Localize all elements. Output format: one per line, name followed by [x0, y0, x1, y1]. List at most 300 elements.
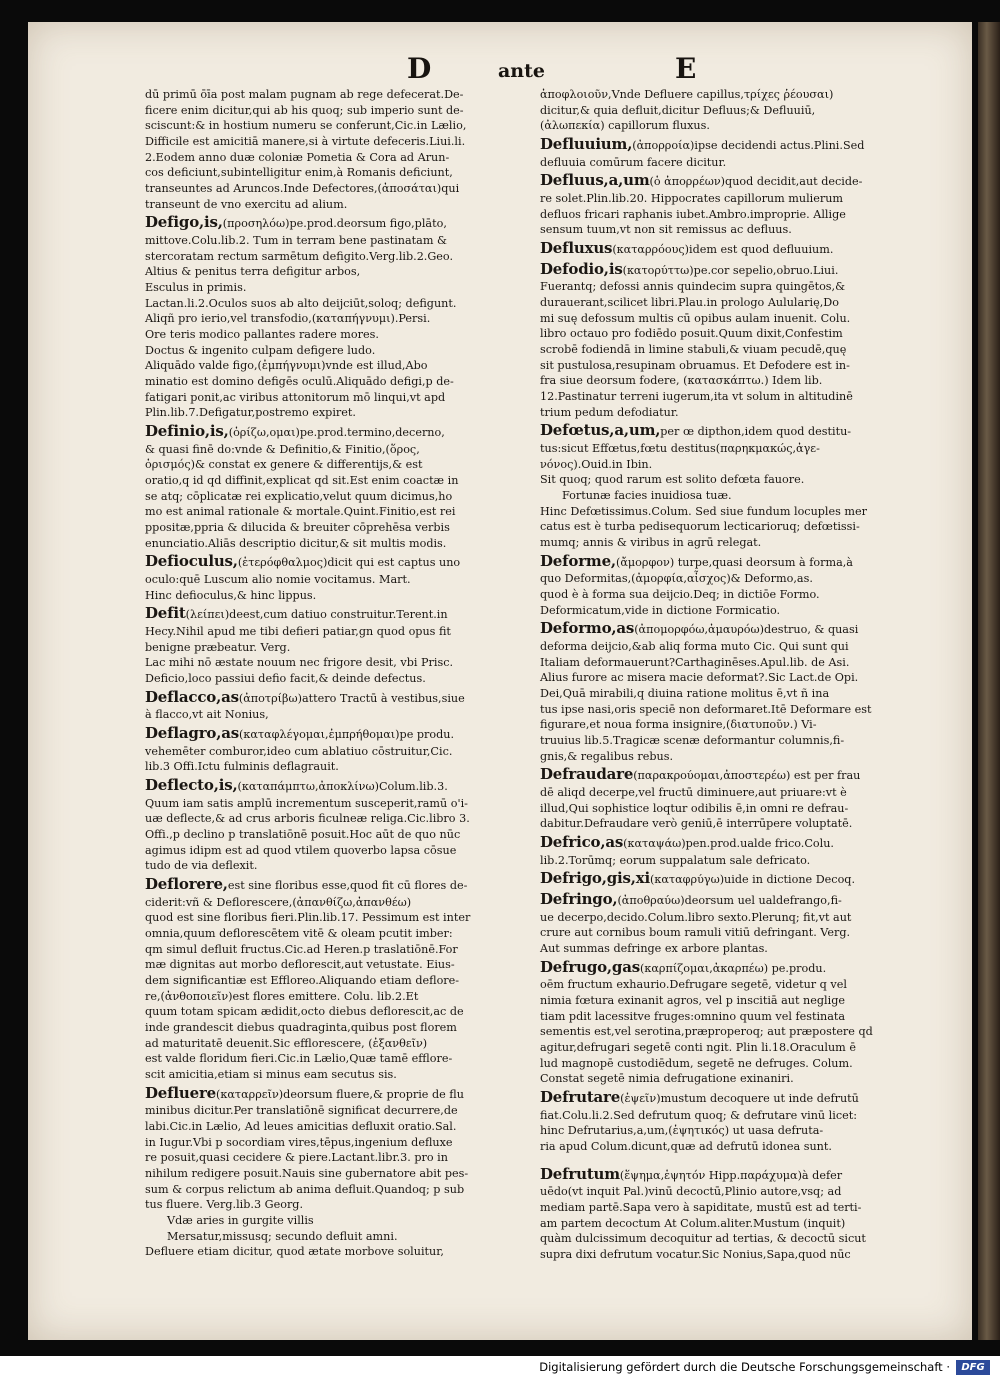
- text-line: [145, 104, 530, 119]
- text-line: [540, 718, 925, 733]
- entry-headword: Definio,is,: [145, 422, 229, 441]
- line-text: (λείπει)deest,cum datiuo construitur.Terent.in: [185, 608, 448, 622]
- line-text: mo est animal rationale & mortale.Quint.Finitio,est rei: [145, 505, 456, 519]
- text-line: [540, 817, 925, 832]
- line-text: (ἀποτρίβω)attero Tractū à vestibus,siue: [238, 691, 465, 705]
- header-right-letter: E: [675, 52, 697, 85]
- line-text: fatigari ponit,ac viribus attonitorum mō linqui,vt apd: [145, 390, 446, 404]
- line-text: oēm fructum exhaurio.Defrugare segetē, videtur q vel: [540, 978, 847, 992]
- text-line: [540, 312, 925, 327]
- right-text-column: [540, 88, 925, 1264]
- line-text: (καταψάω)pen.prod.ualde frico.Colu.: [623, 836, 834, 850]
- line-text: Mersatur,missusq; secundo defluit amni.: [167, 1229, 398, 1243]
- line-text: stercoratam rectum sarmētum defigito.Verg.lib.2.Geo.: [145, 249, 454, 263]
- text-line: [540, 942, 925, 957]
- line-text: supra dixi defrutum vocatur.Sic Nonius,Sapa,quod nūc: [540, 1247, 851, 1261]
- entry-headword: Defluxus: [540, 238, 613, 257]
- text-line: [145, 265, 530, 280]
- line-text: Fuerantq; defossi annis quindecim supra quingētos,&: [540, 280, 846, 294]
- line-text: Difficile est amicitiā manere,si à virtute defeceris.Liui.li.: [145, 135, 466, 149]
- line-text: Deficio,loco passiui defio facit,& deinde defectus.: [145, 672, 426, 686]
- text-line: [145, 1245, 530, 1260]
- text-line: [145, 974, 530, 989]
- text-line: [540, 911, 925, 926]
- text-line: [540, 656, 925, 671]
- text-line: [145, 990, 530, 1005]
- line-text: defluos fricari raphanis iubet.Ambro.improprie. Allige: [540, 207, 846, 221]
- line-text: durauerant,scilicet libri.Plau.in prologo Aulularię,Do: [540, 295, 839, 309]
- line-text: scit amicitia,etiam si minus eam secutus sis.: [145, 1068, 397, 1082]
- dictionary-entry-line: [540, 421, 925, 441]
- text-line: [540, 640, 925, 655]
- entry-headword: Defigo,is,: [145, 213, 223, 232]
- dictionary-entry-line: [145, 604, 530, 624]
- text-line: [540, 406, 925, 421]
- line-text: quod è à forma sua deijcio.Deq; in dictiōe Formo.: [540, 587, 820, 601]
- line-text: transeunt de vno exercitu ad alium.: [145, 197, 348, 211]
- text-line: [145, 708, 530, 723]
- text-line: [145, 182, 530, 197]
- line-text: re solet.Plin.lib.20. Hippocrates capillorum mulierum: [540, 191, 844, 205]
- header-catchword: ante: [498, 60, 545, 82]
- entry-headword: Defluus,a,um: [540, 171, 650, 190]
- line-text: Offi.,p declino p translatiōnē posuit.Hoc aūt de quo nūc: [145, 828, 461, 842]
- line-text: (ἕψημα,ἑψητόν Hipp.παράχυμα)à defer: [619, 1168, 843, 1182]
- text-line: [540, 442, 925, 457]
- line-text: am partem decoctum At Colum.aliter.Mustum (inquit): [540, 1216, 846, 1230]
- entry-headword: Deflagro,as: [145, 724, 240, 743]
- text-line: [540, 1185, 925, 1200]
- text-line: [540, 327, 925, 342]
- line-text: catus est è turba pedisequorum lecticarioruq; defœtissi-: [540, 520, 860, 534]
- line-text: tus:sicut Effœtus,fœtu destitus(παρηκμακώς,ἀγε-: [540, 441, 820, 455]
- line-text: ad maturitatē deuenit.Sic efflorescere, (ἐξανθεῖν): [145, 1036, 428, 1050]
- text-line: [145, 625, 530, 640]
- footer-bar: [0, 1356, 1000, 1380]
- dictionary-entry-line: [145, 552, 530, 572]
- text-line: [540, 1025, 925, 1040]
- dictionary-entry-line: [145, 776, 530, 796]
- text-line: [540, 703, 925, 718]
- text-line: [145, 234, 530, 249]
- text-line: [145, 474, 530, 489]
- line-text: (ἀπομορφόω,ἀμαυρόω)destruo, & quasi: [634, 623, 859, 637]
- dictionary-entry-line: [145, 213, 530, 233]
- line-text: tudo de via deflexit.: [145, 859, 258, 873]
- line-text: (ὁρίζω,ομαι)pe.prod.termino,decerno,: [228, 426, 445, 440]
- line-text: Quum iam satis amplū incrementum susceperit,ramū o'i-: [145, 796, 468, 810]
- line-text: minatio est domino defigēs oculū.Aliquādo defigi,p de-: [145, 375, 454, 389]
- line-text: quo Deformitas,(ἀμορφία,αἶσχος)& Deformo,as.: [540, 572, 813, 586]
- line-text: Vdæ aries in gurgite villis: [167, 1214, 314, 1228]
- line-text: quod est sine floribus fieri.Plin.lib.17. Pessimum est inter: [145, 911, 471, 925]
- text-line: [540, 359, 925, 374]
- text-line: [540, 1140, 925, 1155]
- text-line: [145, 88, 530, 103]
- entry-headword: Defrigo,gis,xi: [540, 869, 651, 888]
- line-text: (ἑτερόφθαλμος)dicit qui est captus uno: [237, 556, 461, 570]
- line-text: mi suę defossum multis cū opibus aulam inuenit. Colu.: [540, 311, 851, 325]
- line-text: (ὁ ἀπορρέων)quod decidit,aut decide-: [649, 175, 863, 189]
- line-text: qm simul defluit fructus.Cic.ad Heren.p traslatiōnē.For: [145, 942, 458, 956]
- text-line: [540, 588, 925, 603]
- dictionary-entry-line: [540, 1088, 925, 1108]
- text-line: [540, 343, 925, 358]
- line-text: Defluere etiam dicitur, quod ætate morbove soluitur,: [145, 1245, 444, 1259]
- text-line: [145, 797, 530, 812]
- line-text: 12.Pastinatur terreni iugerum,ita vt solum in altitudinē: [540, 389, 853, 403]
- text-line: [540, 489, 925, 504]
- text-line: [145, 505, 530, 520]
- entry-headword: Defluere: [145, 1083, 216, 1102]
- line-text: re,(ἀνθοποιεῖν)est flores emittere. Colu. lib.2.Et: [145, 989, 419, 1003]
- text-line: [145, 537, 530, 552]
- text-line: [145, 672, 530, 687]
- line-text: benigne præbeatur. Verg.: [145, 640, 291, 654]
- line-text: ficere enim dicitur,qui ab his quoq; sub imperio sunt de-: [145, 103, 464, 117]
- line-text: crure aut cornibus boum ramuli vitiū defringant. Verg.: [540, 926, 851, 940]
- line-text: ue decerpo,decido.Colum.libro sexto.Plerunq; fit,vt aut: [540, 910, 852, 924]
- dictionary-entry-line: [540, 833, 925, 853]
- line-text: nihilum redigere posuit.Nauis sine gubernatore abit pes-: [145, 1167, 469, 1181]
- line-text: uēdo(vt inquit Pal.)vinū decoctū,Plinio autore,vsq; ad: [540, 1185, 842, 1199]
- line-text: per œ dipthon,idem quod destitu-: [660, 425, 852, 439]
- line-text: (καταπάμπτω,ἀποκλίνω)Colum.lib.3.: [237, 780, 448, 794]
- dictionary-entry-line: [540, 958, 925, 978]
- dictionary-entry-line: [540, 171, 925, 191]
- line-text: (προσηλόω)pe.prod.deorsum figo,plāto,: [222, 217, 447, 231]
- line-text: (κατορύττω)pe.cor sepelio,obruo.Liui.: [622, 263, 839, 277]
- text-line: [540, 1109, 925, 1124]
- text-line: [540, 1217, 925, 1232]
- line-text: (καταφλέγομαι,ἐμπρήθομαι)pe produ.: [239, 728, 455, 742]
- text-line: [145, 1230, 530, 1245]
- text-line: [145, 1021, 530, 1036]
- line-text: mumq; annis & viribus in agrū relegat.: [540, 535, 762, 549]
- text-line: [145, 1037, 530, 1052]
- text-line: [145, 1198, 530, 1213]
- line-text: gnis,& regalibus rebus.: [540, 749, 674, 763]
- line-text: Italiam deformauerunt?Carthaginēses.Apul.lib. de Asi.: [540, 655, 850, 669]
- text-line: [540, 223, 925, 238]
- line-text: defluuia comūrum facere dicitur.: [540, 155, 727, 169]
- header-left-letter: D: [407, 52, 432, 85]
- text-line: [540, 802, 925, 817]
- dictionary-entry-line: [540, 869, 925, 889]
- text-line: [145, 911, 530, 926]
- line-text: agimus idipm est ad quod vtilem quoverbo lapsa cōsue: [145, 843, 457, 857]
- dictionary-entry-line: [145, 724, 530, 744]
- line-text: sementis est,vel serotina,præproperoq; aut præpostere qd: [540, 1025, 873, 1039]
- line-text: Altius & penitus terra defigitur arbos,: [145, 265, 361, 279]
- text-line: [540, 1124, 925, 1139]
- line-text: oculo:quē Luscum alio nomie vocitamus. Mart.: [145, 573, 411, 587]
- text-line: [145, 1052, 530, 1067]
- line-text: (ἄμορφον) turpe,quasi deorsum à forma,à: [615, 555, 853, 569]
- line-text: Aut summas defringe ex arbore plantas.: [540, 941, 768, 955]
- text-line: [540, 604, 925, 619]
- line-text: 2.Eodem anno duæ coloniæ Pometia & Cora ad Arun-: [145, 150, 450, 164]
- line-text: (ἀποθραύω)deorsum uel ualdefrango,fi-: [617, 893, 842, 907]
- entry-headword: Deflorere,: [145, 875, 228, 894]
- dictionary-entry-line: [145, 422, 530, 442]
- line-text: νόνος).Ouid.in Ibin.: [540, 457, 653, 471]
- line-text: (παρακρούομαι,ἀποστερέω) est per frau: [633, 769, 861, 783]
- dictionary-entry-line: [145, 875, 530, 895]
- left-text-column: [145, 88, 530, 1261]
- line-text: lib.2.Torūmq; eorum suppalatum sale defricato.: [540, 853, 811, 867]
- text-line: [145, 1167, 530, 1182]
- text-line: [540, 104, 925, 119]
- line-text: in Iugur.Vbi p socordiam vires,tēpus,ingenium defluxe: [145, 1135, 453, 1149]
- line-text: deforma deijcio,&ab aliq forma muto Cic. Qui sunt qui: [540, 639, 849, 653]
- text-line: [145, 760, 530, 775]
- text-line: [145, 943, 530, 958]
- line-text: lib.3 Offi.Ictu fulminis deflagrauit.: [145, 760, 339, 774]
- entry-headword: Defit: [145, 604, 186, 623]
- text-line: [145, 458, 530, 473]
- line-text: omnia,quum deflorescētem vitē & oleam pcutit imber:: [145, 927, 453, 941]
- entry-headword: Defringo,: [540, 889, 618, 908]
- text-line: [540, 1010, 925, 1025]
- entry-headword: Deflecto,is,: [145, 776, 238, 795]
- text-line: [540, 994, 925, 1009]
- text-line: [145, 656, 530, 671]
- text-line: [145, 844, 530, 859]
- text-line: [540, 88, 925, 103]
- text-line: [540, 156, 925, 171]
- dictionary-entry-line: [540, 1165, 925, 1185]
- line-text: quàm dulcissimum decoquitur ad tertias, & decoctū sicut: [540, 1232, 866, 1246]
- text-line: [145, 745, 530, 760]
- entry-headword: Deflacco,as: [145, 687, 239, 706]
- line-text: ppositæ,ppria & dilucida & breuiter cōprehēsa verbis: [145, 521, 450, 535]
- line-text: minibus dicitur.Per translatiōnē significat decurrere,de: [145, 1104, 458, 1118]
- line-text: Fortunæ facies inuidiosa tuæ.: [562, 488, 732, 502]
- line-text: est sine floribus esse,quod fit cū flores de-: [227, 879, 468, 893]
- line-text: enunciatio.Aliās descriptio dicitur,& sit multis modis.: [145, 536, 447, 550]
- text-line: [145, 135, 530, 150]
- line-text: transeuntes ad Aruncos.Inde Defectores,(ἀποσάται)qui: [145, 182, 460, 196]
- line-text: lud magnopē custodiēdum, segetē ne defruges. Colum.: [540, 1056, 853, 1070]
- line-text: truuius lib.5.Tragicæ scenæ deformantur columnis,fi-: [540, 733, 845, 747]
- line-text: mæ dignitas aut morbo deflorescit,aut vetustate. Eius-: [145, 958, 455, 972]
- line-text: hinc Defrutarius,a,um,(ἑψητικός) ut uasa defruta-: [540, 1124, 824, 1138]
- line-text: Aliquādo valde figo,(ἐμπήγνυμι)vnde est illud,Abo: [145, 359, 428, 373]
- text-line: [145, 490, 530, 505]
- text-line: [540, 473, 925, 488]
- text-line: [145, 312, 530, 327]
- text-line: [145, 328, 530, 343]
- dictionary-entry-line: [540, 619, 925, 639]
- line-text: sciscunt:& in hostium numeru se conferunt,Cic.in Lælio,: [145, 119, 467, 133]
- page-edge: [978, 22, 1000, 1340]
- line-text: dē aliqd decerpe,vel fructū diminuere,aut priuare:vt è: [540, 785, 847, 799]
- line-text: sit pustulosa,resupinam obruamus. Et Defodere est in-: [540, 358, 850, 372]
- entry-headword: Deformo,as: [540, 619, 635, 638]
- entry-headword: Defrico,as: [540, 832, 624, 851]
- entry-headword: Defrugo,gas: [540, 957, 640, 976]
- text-line: [540, 786, 925, 801]
- line-text: dem significantiæ est Effloreo.Aliquando etiam deflore-: [145, 974, 460, 988]
- line-text: Constat segetē nimia defrugatione exinaniri.: [540, 1072, 794, 1086]
- line-text: Sit quoq; quod rarum est solito defœta fauore.: [540, 473, 805, 487]
- line-text: (καταρρεῖν)deorsum fluere,& proprie de flu: [216, 1087, 464, 1101]
- text-line: [540, 536, 925, 551]
- line-text: fra siue deorsum fodere, (κατασκάπτω.) Idem lib.: [540, 374, 823, 388]
- text-line: [540, 671, 925, 686]
- line-text: tiam pdit lacessitve fruges:omnino quum vel festinata: [540, 1009, 846, 1023]
- line-text: Alius furore ac misera macie deformat?.Sic Lact.de Opi.: [540, 671, 859, 685]
- text-line: [145, 573, 530, 588]
- dictionary-entry-line: [540, 765, 925, 785]
- line-text: sum & corpus relictum ab anima defluit.Quandoq; p sub: [145, 1182, 465, 1196]
- dictionary-entry-line: [540, 890, 925, 910]
- dictionary-entry-line: [540, 552, 925, 572]
- line-text: (ἑψεῖν)mustum decoquere ut inde defrutū: [620, 1091, 859, 1105]
- line-text: nimia fœtura exinanit agros, vel p inscitiā aut neglige: [540, 993, 845, 1007]
- text-line: [145, 641, 530, 656]
- text-line: [540, 1041, 925, 1056]
- line-text: Deformicatum,vide in dictione Formicatio.: [540, 603, 781, 617]
- text-line: [540, 192, 925, 207]
- line-text: ἀποφλοιοῦν,Vnde Defluere capillus,τρίχες ῥέουσαι): [540, 88, 834, 101]
- line-text: uæ deflecte,& ad crus arboris ficulneæ religa.Cic.libro 3.: [145, 812, 470, 826]
- text-line: [540, 119, 925, 134]
- line-text: Aliqñ pro ierio,vel transfodio,(καταπήγνυμι).Persi.: [145, 312, 431, 326]
- line-text: dicitur,& quia defluit,dicitur Defluus;& Defluuiū,: [540, 103, 816, 117]
- line-text: est valde floridum fieri.Cic.in Lælio,Quæ tamē efflore-: [145, 1052, 453, 1066]
- entry-headword: Defluuium,: [540, 135, 633, 154]
- text-line: [540, 734, 925, 749]
- text-line: [145, 828, 530, 843]
- text-line: [145, 1151, 530, 1166]
- text-line: [145, 443, 530, 458]
- line-text: ciderit:vñ & Deflorescere,(ἀπανθίζω,ἀπανθέω): [145, 895, 412, 909]
- text-line: [540, 926, 925, 941]
- line-text: figurare,et noua forma insignire,(διατυποῦν.) Vi-: [540, 718, 817, 732]
- line-text: illud,Qui sophistice loqtur odibilis ē,in omni re defrau-: [540, 801, 849, 815]
- line-text: Dei,Quā mirabili,q diuina ratione molitus ē,vt ñ ina: [540, 686, 830, 700]
- footer-credit: Digitalisierung gefördert durch die Deutsche Forschungsgemeinschaft ·: [539, 1360, 950, 1374]
- line-text: Hecy.Nihil apud me tibi defieri patiar,gn quod opus fit: [145, 625, 451, 639]
- text-line: [145, 119, 530, 134]
- line-text: & quasi finē do:vnde & Definitio,& Finitio,(ὅρος,: [145, 442, 420, 456]
- line-text: Lac mihi nō æstate nouum nec frigore desit, vbi Prisc.: [145, 656, 454, 670]
- dictionary-entry-line: [145, 688, 530, 708]
- text-line: [540, 854, 925, 869]
- text-line: [540, 208, 925, 223]
- line-text: mediam partē.Sapa vero à sapiditate, mustū est ad terti-: [540, 1200, 862, 1214]
- line-text: re posuit,quasi cecidere & piere.Lactant.libr.3. pro in: [145, 1151, 448, 1165]
- text-line: [540, 750, 925, 765]
- line-text: ria apud Colum.dicunt,quæ ad defrutū idonea sunt.: [540, 1139, 832, 1153]
- text-line: [145, 589, 530, 604]
- line-text: tus ipse nasi,oris speciē non deformaret.Itē Deformare est: [540, 702, 872, 716]
- text-line: [540, 1201, 925, 1216]
- text-line: [145, 927, 530, 942]
- dictionary-entry-line: [145, 1084, 530, 1104]
- entry-headword: Defrutare: [540, 1087, 621, 1106]
- line-text: tus fluere. Verg.lib.3 Georg.: [145, 1198, 304, 1212]
- text-line: [145, 151, 530, 166]
- text-line: [145, 1005, 530, 1020]
- text-line: [145, 198, 530, 213]
- text-line: [540, 978, 925, 993]
- line-text: Ore teris modico pallantes radere mores.: [145, 328, 379, 342]
- text-line: [540, 687, 925, 702]
- text-line: [540, 505, 925, 520]
- line-text: inde grandescit diebus quadraginta,quibus post florem: [145, 1021, 457, 1035]
- line-text: dū primū ōīa post malam pugnam ab rege defecerat.De-: [145, 88, 464, 101]
- line-text: mittove.Colu.lib.2. Tum in terram bene pastinatam &: [145, 234, 447, 248]
- text-line: [145, 812, 530, 827]
- text-line: [145, 281, 530, 296]
- text-line: [145, 1068, 530, 1083]
- text-line: [145, 896, 530, 911]
- line-text: Hinc Defœtissimus.Colum. Sed siue fundum locuples mer: [540, 504, 868, 518]
- line-text: ὁρισμός)& constat ex genere & differentijs,& est: [145, 458, 423, 472]
- text-line: [540, 1072, 925, 1087]
- text-line: [540, 458, 925, 473]
- text-line: [145, 958, 530, 973]
- text-line: [540, 280, 925, 295]
- text-line: [540, 1232, 925, 1247]
- text-line: [540, 520, 925, 535]
- entry-headword: Deforme,: [540, 551, 616, 570]
- line-text: scrobē fodiendā in limine stabuli,& viuam pecudē,quę: [540, 342, 847, 356]
- line-text: Esculus in primis.: [145, 281, 247, 295]
- dictionary-entry-line: [540, 260, 925, 280]
- page-header: [400, 52, 720, 84]
- text-line: [145, 375, 530, 390]
- text-line: [145, 1183, 530, 1198]
- entry-headword: Defodio,is: [540, 259, 623, 278]
- line-text: Plin.lib.7.Defigatur,postremo expiret.: [145, 406, 356, 420]
- line-text: se atq; cōplicatæ rei explicatio,velut quum dicimus,ho: [145, 489, 453, 503]
- line-text: labi.Cic.in Lælio, Ad leues amicitias defluxit oratio.Sal.: [145, 1120, 457, 1134]
- text-line: [540, 572, 925, 587]
- line-text: agitur,defrugari segetē conti ngit. Plin li.18.Oraculum ē: [540, 1040, 856, 1054]
- line-text: quum totam spicam ædidit,octo diebus deflorescit,ac de: [145, 1005, 464, 1019]
- line-text: (ἀλωπεκία) capillorum fluxus.: [540, 119, 710, 133]
- line-text: fiat.Colu.li.2.Sed defrutum quoq; & defrutare vinū licet:: [540, 1108, 857, 1122]
- dictionary-entry-line: [540, 239, 925, 259]
- line-text: à flacco,vt ait Nonius,: [145, 708, 269, 722]
- text-line: [540, 1248, 925, 1263]
- text-line: [145, 166, 530, 181]
- text-line: [145, 1120, 530, 1135]
- entry-headword: Defioculus,: [145, 552, 238, 571]
- line-text: Doctus & ingenito culpam defigere ludo.: [145, 343, 376, 357]
- line-text: Lactan.li.2.Oculos suos ab alto deijciūt,soloq; defigunt.: [145, 296, 457, 310]
- dfg-logo: DFG: [956, 1360, 990, 1375]
- line-text: sensum tuum,vt non sit remissus ac defluus.: [540, 223, 792, 237]
- entry-headword: Defraudare: [540, 765, 634, 784]
- text-line: [145, 344, 530, 359]
- text-line: [540, 1057, 925, 1072]
- text-line: [540, 296, 925, 311]
- line-text: libro octauo pro fodiēdo posuit.Quum dixit,Confestim: [540, 327, 843, 341]
- line-text: oratio,q id qd diffinit,explicat qd sit.Est enim coactæ in: [145, 474, 459, 488]
- text-line: [540, 390, 925, 405]
- text-line: [145, 297, 530, 312]
- line-text: Hinc defioculus,& hinc lippus.: [145, 588, 317, 602]
- text-line: [145, 359, 530, 374]
- line-text: (ἀπορροία)ipse decidendi actus.Plini.Sed: [632, 139, 865, 153]
- line-text: vehemēter comburor,ideo cum ablatiuo cōstruitur,Cic.: [145, 744, 453, 758]
- line-text: (καταφρύγω)uide in dictione Decoq.: [650, 873, 856, 887]
